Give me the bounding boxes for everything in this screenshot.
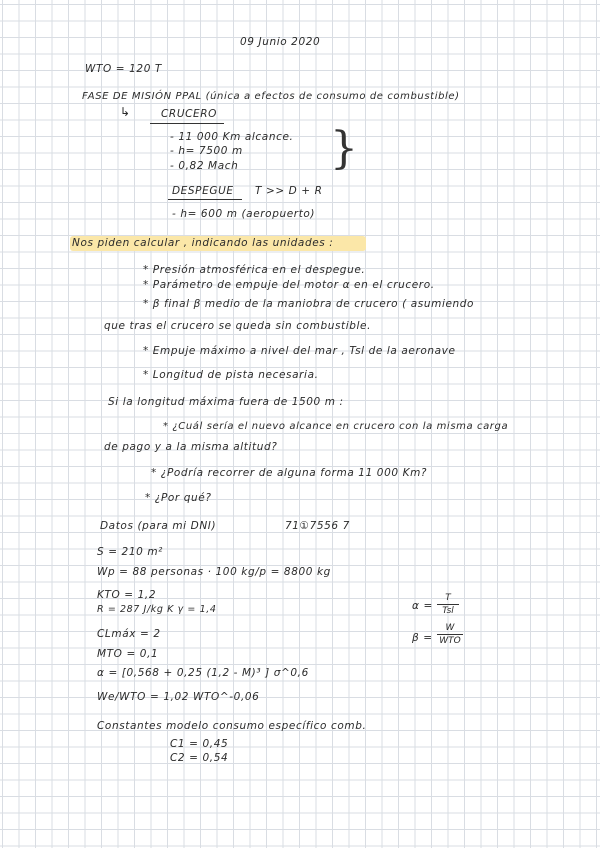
data-item: CLmáx = 2 [97, 628, 161, 640]
question-item: de pago y a la misma altitud? [104, 441, 278, 453]
wto-value: WTO = 120 T [85, 63, 162, 75]
despegue-title: DESPEGUE [172, 185, 234, 197]
beta-formula-label: β = [412, 632, 433, 644]
datos-title: Datos (para mi DNI) [100, 520, 217, 532]
question-item: * ¿Por qué? [145, 492, 212, 504]
despegue-thrust: T >> D + R [255, 185, 323, 197]
crucero-item: - 0,82 Mach [170, 160, 239, 172]
crucero-underline [150, 123, 224, 124]
data-item: KTO = 1,2 [97, 589, 157, 601]
ask-item: * β final β medio de la maniobra de crucero ( asumiendo [143, 298, 475, 310]
brace: } [330, 123, 358, 174]
question-item: * ¿Podría recorrer de alguna forma 11 000 Km? [151, 467, 428, 479]
ask-item: * Parámetro de empuje del motor α en el crucero. [143, 279, 435, 291]
data-item: R = 287 J/kg K γ = 1,4 [97, 604, 217, 615]
crucero-item: - h= 7500 m [170, 145, 243, 157]
ask-item: * Presión atmosférica en el despegue. [143, 264, 366, 276]
data-item: We/WTO = 1,02 WTO^-0,06 [97, 691, 260, 703]
constant-item: C1 = 0,45 [170, 738, 229, 750]
mission-phase: FASE DE MISIÓN PPAL (única a efectos de consumo de combustible) [82, 91, 460, 102]
despegue-item: - h= 600 m (aeropuerto) [172, 208, 316, 220]
alpha-denominator: Tsl [442, 606, 454, 616]
beta-numerator: W [445, 623, 455, 633]
dni-value: 71①7556 7 [285, 520, 350, 532]
beta-denominator: WTO [439, 636, 461, 646]
crucero-item: - 11 000 Km alcance. [170, 131, 294, 143]
ask-item: * Empuje máximo a nivel del mar , Tsl de la aeronave [143, 345, 456, 357]
question-item: * ¿Cuál sería el nuevo alcance en crucero con la misma carga [163, 421, 509, 432]
nos-piden: Nos piden calcular , indicando las unidades : [72, 237, 334, 249]
si-longitud: Si la longitud máxima fuera de 1500 m : [108, 396, 344, 408]
despegue-underline [168, 199, 242, 200]
data-item: α = [0,568 + 0,25 (1,2 - M)³ ] σ^0,6 [97, 667, 309, 679]
alpha-formula-label: α = [412, 600, 433, 612]
alpha-numerator: T [445, 593, 451, 603]
data-item: S = 210 m² [97, 546, 163, 558]
fraction-bar [437, 634, 463, 635]
data-item: Wp = 88 personas · 100 kg/p = 8800 kg [97, 566, 331, 578]
crucero-title: CRUCERO [161, 108, 218, 120]
constant-item: C2 = 0,54 [170, 752, 229, 764]
data-item: MTO = 0,1 [97, 648, 159, 660]
arrow-icon: ↳ [120, 105, 131, 119]
date: 09 Junio 2020 [240, 36, 321, 48]
ask-item: que tras el crucero se queda sin combustible. [104, 320, 372, 332]
data-item: Constantes modelo consumo específico comb. [97, 720, 367, 732]
fraction-bar [437, 604, 459, 605]
ask-item: * Longitud de pista necesaria. [143, 369, 319, 381]
alpha-fraction [437, 593, 459, 616]
beta-fraction [437, 623, 463, 646]
